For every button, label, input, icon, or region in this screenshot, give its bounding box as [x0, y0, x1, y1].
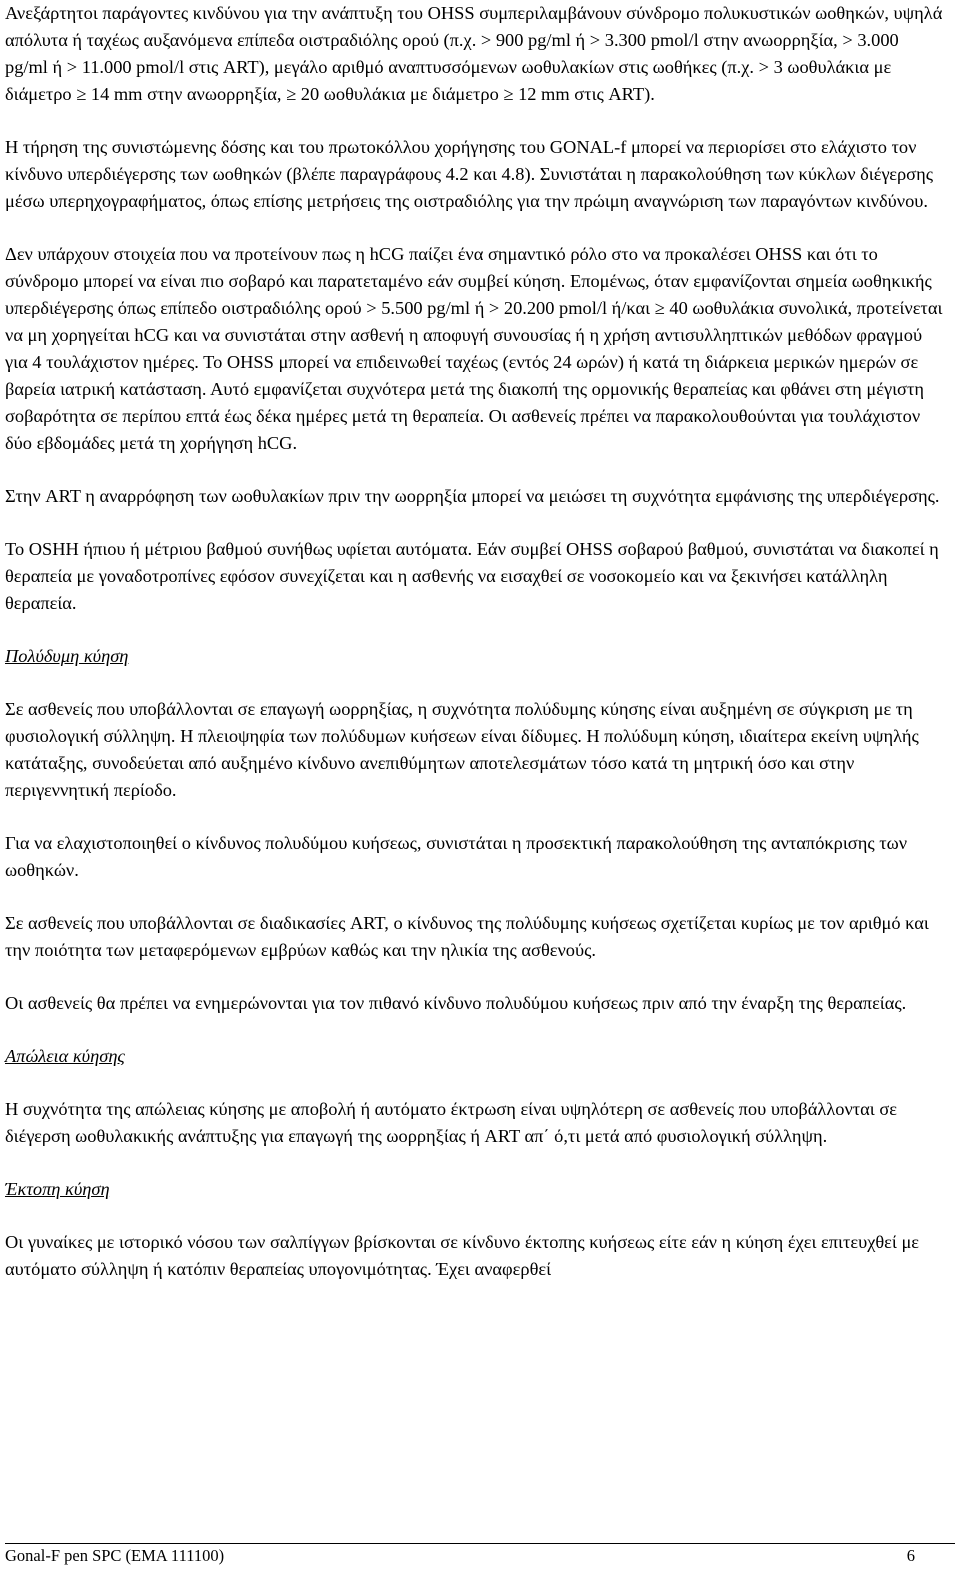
- footer-divider: [5, 1543, 955, 1544]
- paragraph-dose-adherence: Η τήρηση της συνιστώμενης δόσης και του πρωτοκόλλου χορήγησης του GONAL-f μπορεί να περιορίσει στο ελάχιστο τον κίνδυνο υπερδιέγερσης των ωοθηκών (βλέπε παραγράφους 4.2 και 4.8). Συνιστάται η παρακολούθηση των κύκλων διέγερσης μέσω υπερηχογραφήματος, όπως επίσης μετρήσεις της οιστραδιόλης για την πρώιμη αναγνώριση των παραγόντων κινδύνου.: [5, 137, 933, 211]
- paragraph-ohss-severity: Το OSHH ήπιου ή μέτριου βαθμού συνήθως υφίεται αυτόματα. Εάν συμβεί OHSS σοβαρού βαθμού, συνιστάται να διακοπεί η θεραπεία με γοναδοτροπίνες εφόσον συνεχίζεται και η ασθενής να εισαχθεί σε νοσοκομείο και να ξεκινήσει κατάλληλη θεραπεία.: [5, 539, 939, 613]
- paragraph-ectopic-pregnancy: Οι γυναίκες με ιστορικό νόσου των σαλπίγγων βρίσκονται σε κίνδυνο έκτοπης κυήσεως είτε εάν η κύηση έχει επιτευχθεί με αυτόματο σύλληψη ή κατόπιν θεραπείας υπογονιμότητας. Έχει αναφερθεί: [5, 1232, 920, 1279]
- paragraph-risk-factors: Ανεξάρτητοι παράγοντες κινδύνου για την ανάπτυξη του OHSS συμπεριλαμβάνουν σύνδρομο πολυκυστικών ωοθηκών, υψηλά απόλυτα ή ταχέως αυξανόμενα επίπεδα οιστραδιόλης ορού (π.χ. > 900 pg/ml ή > 3.300 pmol/l στην ανωορρηξία, > 3.000 pg/ml ή > 11.000 pmol/l στις ART), μεγάλο αριθμό αναπτυσσόμενων ωοθυλακίων στις ωοθήκες (π.χ. > 3 ωοθυλάκια με διάμετρο ≥ 14 mm στην ανωορρηξία, ≥ 20 ωοθυλάκια με διάμετρο ≥ 12 mm στις ART).: [5, 3, 943, 104]
- paragraph-multiple-pregnancy-frequency: Σε ασθενείς που υποβάλλονται σε επαγωγή ωορρηξίας, η συχνότητα πολύδυμης κύησης είναι αυξημένη σε σύγκριση με τη φυσιολογική σύλληψη. Η πλειοψηφία των πολύδυμων κυήσεων είναι δίδυμες. Η πολύδυμη κύηση, ιδιαίτερα εκείνη υψηλής κατάταξης, συνοδεύεται από αυξημένο κίνδυνο ανεπιθύμητων αποτελεσμάτων τόσο κατά τη μητρική όσο και στην περιγεννητική περίοδο.: [5, 699, 919, 800]
- heading-pregnancy-loss: Απώλεια κύησης: [5, 1046, 125, 1066]
- paragraph-art-aspiration: Στην ART η αναρρόφηση των ωοθυλακίων πριν την ωορρηξία μπορεί να μειώσει τη συχνότητα εμφάνισης της υπερδιέγερσης.: [5, 486, 940, 506]
- paragraph-multiple-pregnancy-monitoring: Για να ελαχιστοποιηθεί ο κίνδυνος πολυδύμου κυήσεως, συνιστάται η προσεκτική παρακολούθηση της ανταπόκρισης των ωοθηκών.: [5, 833, 908, 880]
- paragraph-multiple-pregnancy-inform: Οι ασθενείς θα πρέπει να ενημερώνονται για τον πιθανό κίνδυνο πολυδύμου κυήσεως πριν από την έναρξη της θεραπείας.: [5, 993, 907, 1013]
- paragraph-pregnancy-loss: Η συχνότητα της απώλειας κύησης με αποβολή ή αυτόματο έκτρωση είναι υψηλότερη σε ασθενείς που υποβάλλονται σε διέγερση ωοθυλακικής ανάπτυξης για επαγωγή της ωορρηξίας ή ART απ΄ ό,τι μετά από φυσιολογική σύλληψη.: [5, 1099, 897, 1146]
- heading-multiple-pregnancy: Πολύδυμη κύηση: [5, 646, 129, 666]
- heading-ectopic-pregnancy: Έκτοπη κύηση: [5, 1179, 110, 1199]
- document-page: [5, 0, 945, 1283]
- paragraph-hcg-ohss: Δεν υπάρχουν στοιχεία που να προτείνουν πως η hCG παίζει ένα σημαντικό ρόλο στο να προκαλέσει OHSS και ότι το σύνδρομο μπορεί να είναι πιο σοβαρό και παρατεταμένο εάν συμβεί κύηση. Επομένως, όταν εμφανίζονται σημεία ωοθηκικής υπερδιέγερσης όπως επίπεδο οιστραδιόλης ορού > 5.500 pg/ml ή > 20.200 pmol/l ή/και ≥ 40 ωοθυλάκια συνολικά, προτείνεται να μη χορηγείται hCG και να συνιστάται στην ασθενή η αποφυγή συνουσίας ή η χρήση αντισυλληπτικών μεθόδων φραγμού για 4 τουλάχιστον ημέρες. Το OHSS μπορεί να επιδεινωθεί ταχέως (εντός 24 ωρών) ή κατά τη διάρκεια μερικών ημερών σε βαρεία ιατρική κατάσταση. Αυτό εμφανίζεται συχνότερα μετά της διακοπή της ορμονικής θεραπείας και φθάνει στη μέγιστη σοβαρότητα σε περίπου επτά έως δέκα ημέρες μετά τη θεραπεία. Οι ασθενείς πρέπει να παρακολουθούνται για τουλάχιστον δύο εβδομάδες μετά τη χορήγηση hCG.: [5, 244, 943, 453]
- paragraph-multiple-pregnancy-art: Σε ασθενείς που υποβάλλονται σε διαδικασίες ART, ο κίνδυνος της πολύδυμης κυήσεως σχετίζεται κυρίως με τον αριθμό και την ποιότητα των μεταφερόμενων εμβρύων καθώς και την ηλικία της ασθενούς.: [5, 913, 929, 960]
- footer-document-id: Gonal-F pen SPC (EMA 111100): [5, 1546, 225, 1565]
- footer-page-number: 6: [906, 1546, 915, 1565]
